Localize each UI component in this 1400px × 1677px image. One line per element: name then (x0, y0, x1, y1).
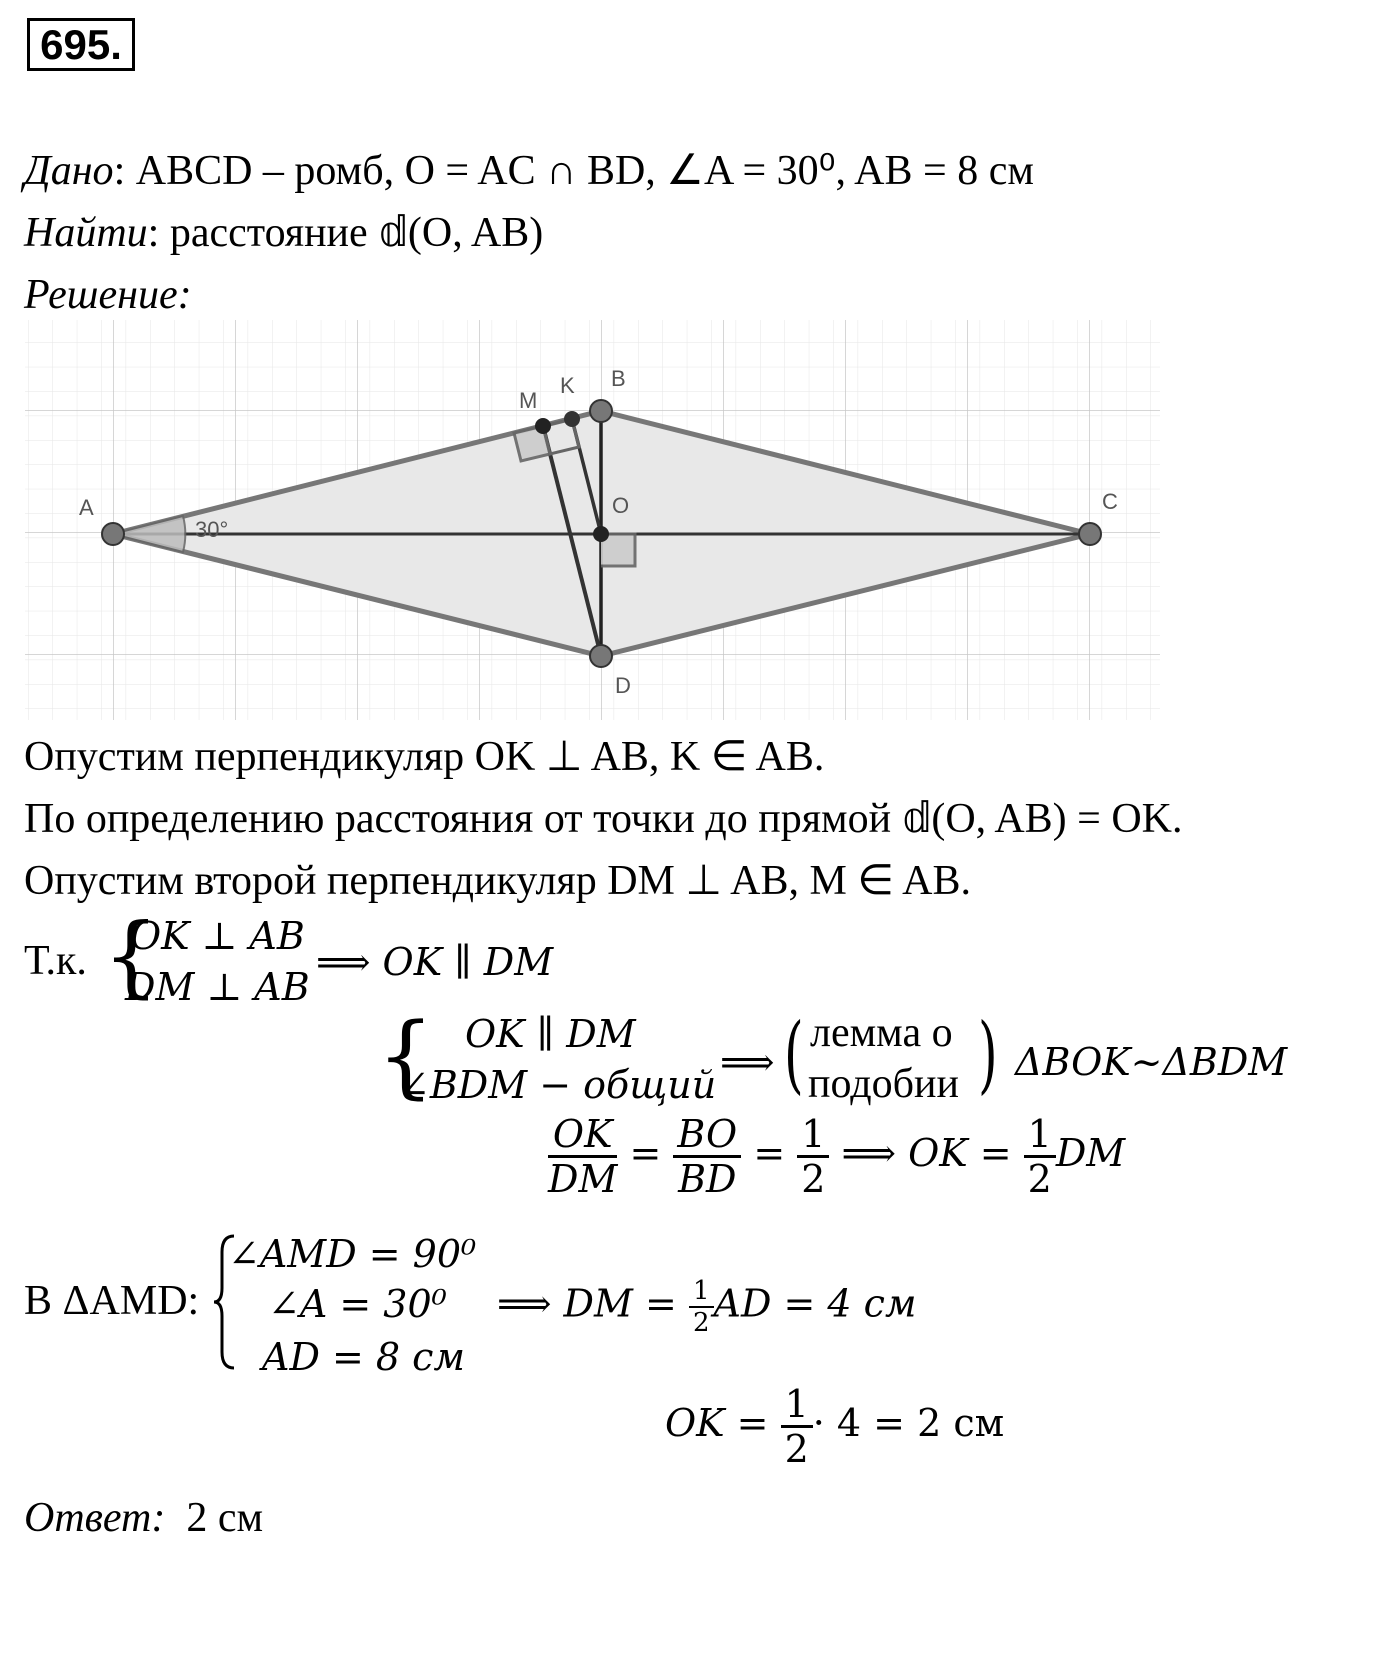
point-m (535, 418, 551, 434)
label-a: A (79, 495, 94, 520)
answer-label: Ответ: (24, 1495, 166, 1541)
tk-brace: { (103, 904, 159, 1007)
tk-prefix: Т.к. (24, 938, 87, 984)
given-line (24, 150, 1034, 192)
lemma-line-2: подобии (808, 1061, 959, 1107)
point-a (102, 523, 124, 545)
ratio-equation: $\frac{OK}{DM}$ = $\frac{BO}{BD}$ = $\frac{1}{2}$ ⟹ OK = $\frac{1}{2}$ DM (548, 1112, 1126, 1201)
answer-line (24, 1497, 263, 1539)
amd-system-1: ∠AMD = 90⁰ (228, 1232, 477, 1276)
sim-result: ΔBOK~ΔBDM (1015, 1040, 1288, 1084)
ratio-tail: DM (1055, 1131, 1126, 1175)
problem-number: 695. (27, 18, 135, 71)
rhombus-figure (25, 320, 1160, 720)
step-line-2: По определению расстояния от точки до прямой 𝕕(O, AB) = OK. (24, 796, 1183, 842)
step-line-3: Опустим второй перпендикуляр DM ⊥ AB, M ∈ AB. (24, 858, 971, 904)
ratio-frac-3: $\frac{1}{2}$ (797, 1115, 829, 1198)
ratio-frac-4: $\frac{1}{2}$ (1024, 1115, 1056, 1198)
find-line (24, 212, 543, 254)
amd-result: ⟹ DM = $\frac{1}{2}$ AD = 4 см (497, 1276, 917, 1338)
label-o: O (612, 493, 630, 518)
find-label: Найти (24, 210, 148, 256)
lemma-paren-right: ) (978, 1005, 998, 1103)
amd-system-3: AD = 8 см (262, 1335, 465, 1379)
final-equation: OK = $\frac{1}{2}$ · 4 = 2 см (665, 1382, 1005, 1471)
ratio-frac-2: $\frac{BO}{BD}$ (673, 1115, 741, 1198)
lemma-line-1: лемма о (810, 1010, 953, 1056)
point-d (590, 645, 612, 667)
point-k (564, 411, 580, 427)
amd-frac: $\frac{1}{2}$ (689, 1278, 714, 1336)
point-c (1079, 523, 1101, 545)
tk-result: ⟹ OK ∥ DM (316, 940, 554, 984)
tk-system-1: OK ⊥ AB (130, 914, 305, 958)
given-label: Дано (24, 148, 114, 194)
label-b: B (611, 366, 626, 391)
find-text: : расстояние 𝕕(O, AB) (147, 210, 544, 256)
label-c: C (1102, 489, 1118, 514)
amd-prefix: В ΔAMD: (24, 1278, 200, 1324)
solution-label: Решение: (24, 272, 192, 318)
step-line-1: Опустим перпендикуляр OK ⊥ AB, K ∈ AB. (24, 734, 825, 780)
tk-system-2: DM ⊥ AB (125, 965, 310, 1009)
amd-system-2: ∠A = 30⁰ (268, 1282, 447, 1326)
sim-system-2: ∠BDM − общий (398, 1063, 717, 1107)
point-b (590, 400, 612, 422)
given-text: : ABCD – ромб, O = AC ∩ BD, ∠A = 30⁰, AB = 8 см (113, 148, 1034, 194)
label-m: M (519, 388, 538, 413)
sim-brace: { (377, 1004, 435, 1109)
label-k: K (560, 373, 575, 398)
lemma-paren-left: ( (784, 1005, 804, 1103)
sim-arrow: ⟹ (720, 1040, 775, 1084)
point-o (593, 526, 609, 542)
final-frac: $\frac{1}{2}$ (781, 1385, 813, 1468)
answer-value: 2 см (186, 1495, 264, 1541)
sim-system-1: OK ∥ DM (465, 1012, 636, 1056)
ratio-frac-1: $\frac{OK}{DM}$ (548, 1112, 618, 1201)
angle-a-label: 30° (195, 517, 229, 542)
ratio-arrow: ⟹ OK = (841, 1131, 1012, 1175)
label-d: D (615, 673, 631, 698)
